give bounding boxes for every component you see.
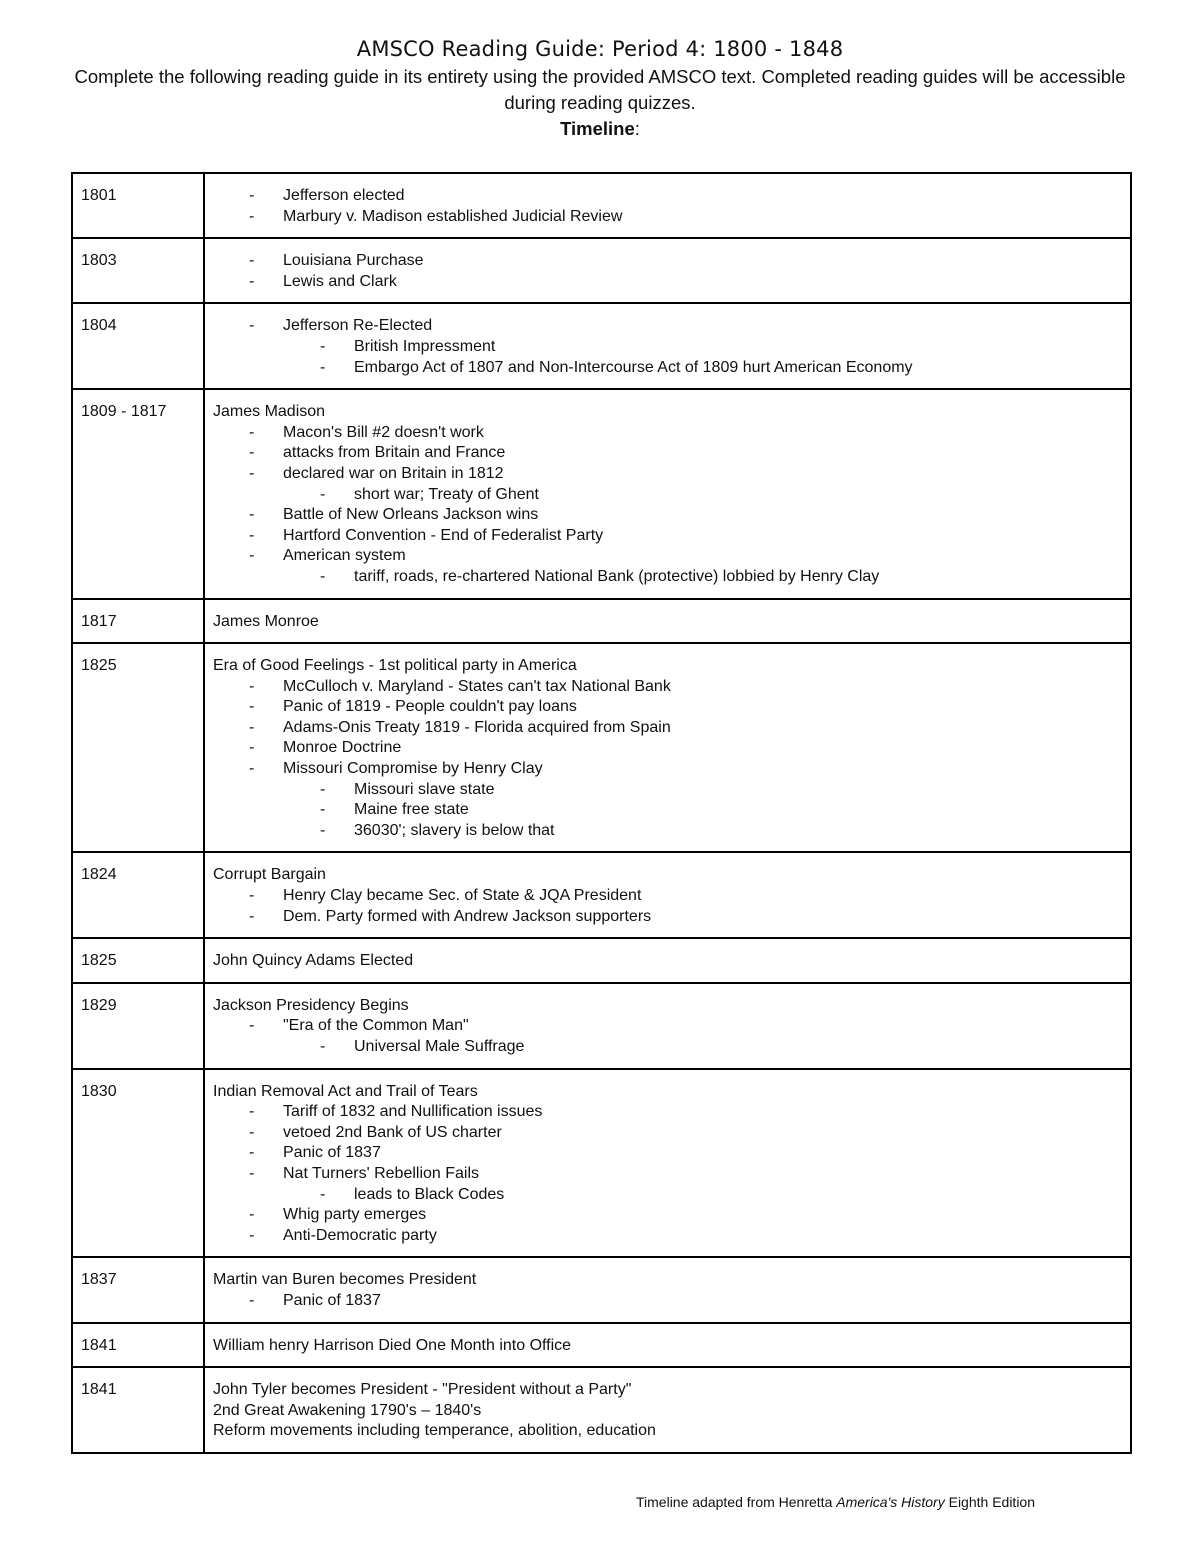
footer-prefix: Timeline adapted from Henretta: [636, 1494, 837, 1510]
bullet-text: short war; Treaty of Ghent: [354, 485, 539, 503]
bullet-text: "Era of the Common Man": [283, 1017, 469, 1035]
bullet-item: [213, 759, 1122, 780]
bullet-text: Jefferson Re-Elected: [283, 317, 433, 335]
sub-bullet-item: [213, 800, 1122, 821]
bullet-item: [213, 1143, 1122, 1164]
bullet-item: [213, 677, 1122, 698]
bullet-item: [213, 443, 1122, 464]
timeline-row: [72, 1367, 1131, 1453]
dash-bullet-icon: -: [320, 1038, 326, 1055]
bullet-text: Anti-Democratic party: [283, 1226, 437, 1244]
timeline-events: [204, 1257, 1131, 1322]
bullet-item: [213, 1205, 1122, 1226]
dash-bullet-icon: -: [320, 358, 326, 376]
timeline-year: 1817: [72, 599, 204, 644]
sub-bullet-item: [213, 821, 1122, 842]
dash-bullet-icon: -: [249, 444, 255, 462]
timeline-events: [204, 303, 1131, 389]
timeline-events: [204, 389, 1131, 598]
dash-bullet-icon: -: [249, 1017, 255, 1035]
event-heading: James Monroe: [213, 612, 319, 630]
bullet-text: Marbury v. Madison established Judicial Review: [283, 207, 623, 225]
event-heading: Era of Good Feelings - 1st political party in America: [213, 657, 577, 675]
bullet-text: Maine free state: [354, 801, 469, 819]
bullet-item: [213, 546, 1122, 567]
document-header: [0, 34, 1200, 142]
timeline-body: [72, 173, 1131, 1453]
timeline-row: [72, 852, 1131, 938]
dash-bullet-icon: -: [249, 718, 255, 736]
bullet-text: British Impressment: [354, 337, 496, 355]
bullet-text: Adams-Onis Treaty 1819 - Florida acquired from Spain: [283, 718, 671, 736]
instructions-text: Complete the following reading guide in its entirety using the provided AMSCO text. Completed reading guides will be accessible during reading quizzes.: [74, 66, 1126, 113]
timeline-year: 1841: [72, 1367, 204, 1453]
bullet-text: Whig party emerges: [283, 1206, 427, 1224]
dash-bullet-icon: -: [320, 780, 326, 798]
timeline-events: [204, 173, 1131, 238]
dash-bullet-icon: -: [249, 698, 255, 716]
bullet-item: [213, 1164, 1122, 1185]
bullet-text: attacks from Britain and France: [283, 444, 506, 462]
dash-bullet-icon: -: [249, 1103, 255, 1121]
dash-bullet-icon: -: [249, 464, 255, 482]
dash-bullet-icon: -: [249, 677, 255, 695]
timeline-row: [72, 389, 1131, 598]
bullet-item: [213, 1123, 1122, 1144]
timeline-year: 1801: [72, 173, 204, 238]
timeline-events: [204, 599, 1131, 644]
bullet-text: Macon's Bill #2 doesn't work: [283, 423, 484, 441]
dash-bullet-icon: -: [249, 739, 255, 757]
footer-credit: [636, 1494, 1035, 1510]
timeline-row: [72, 1323, 1131, 1368]
dash-bullet-icon: -: [320, 1185, 326, 1203]
dash-bullet-icon: -: [249, 760, 255, 778]
dash-bullet-icon: -: [320, 821, 326, 839]
bullet-item: [213, 423, 1122, 444]
bullet-text: Missouri Compromise by Henry Clay: [283, 760, 543, 778]
timeline-events: [204, 852, 1131, 938]
dash-bullet-icon: -: [249, 423, 255, 441]
bullet-text: Lewis and Clark: [283, 272, 397, 290]
timeline-row: [72, 643, 1131, 852]
dash-bullet-icon: -: [249, 207, 255, 225]
event-line: Reform movements including temperance, abolition, education: [213, 1422, 656, 1440]
bullet-text: McCulloch v. Maryland - States can't tax National Bank: [283, 677, 671, 695]
sub-bullet-item: [213, 358, 1122, 379]
timeline-row: [72, 303, 1131, 389]
timeline-events: [204, 1069, 1131, 1258]
bullet-text: Battle of New Orleans Jackson wins: [283, 506, 539, 524]
timeline-row: [72, 238, 1131, 303]
timeline-row: [72, 599, 1131, 644]
bullet-item: [213, 1102, 1122, 1123]
bullet-text: Missouri slave state: [354, 780, 495, 798]
bullet-text: Nat Turners' Rebellion Fails: [283, 1164, 480, 1182]
bullet-text: declared war on Britain in 1812: [283, 464, 504, 482]
bullet-item: [213, 1016, 1122, 1037]
dash-bullet-icon: -: [249, 187, 255, 204]
bullet-item: [213, 505, 1122, 526]
event-heading: Indian Removal Act and Trail of Tears: [213, 1082, 478, 1100]
bullet-text: Henry Clay became Sec. of State & JQA President: [283, 887, 642, 905]
dash-bullet-icon: -: [249, 506, 255, 524]
sub-bullet-item: [213, 337, 1122, 358]
bullet-item: [213, 251, 1122, 272]
bullet-item: [213, 1226, 1122, 1247]
timeline-row: [72, 938, 1131, 983]
bullet-text: Panic of 1837: [283, 1144, 381, 1162]
bullet-text: Louisiana Purchase: [283, 252, 424, 270]
bullet-text: Tariff of 1832 and Nullification issues: [283, 1103, 543, 1121]
bullet-text: tariff, roads, re-chartered National Bank (protective) lobbied by Henry Clay: [354, 567, 880, 585]
bullet-text: leads to Black Codes: [354, 1185, 505, 1203]
timeline-table: [71, 172, 1132, 1454]
timeline-year: 1809 - 1817: [72, 389, 204, 598]
sub-bullet-item: [213, 567, 1122, 588]
timeline-events: [204, 1323, 1131, 1368]
event-heading: Martin van Buren becomes President: [213, 1271, 477, 1289]
bullet-text: Hartford Convention - End of Federalist Party: [283, 526, 604, 544]
bullet-item: [213, 718, 1122, 739]
page-title: AMSCO Reading Guide: Period 4: 1800 - 1848: [356, 37, 844, 61]
sub-bullet-item: [213, 1037, 1122, 1058]
dash-bullet-icon: -: [249, 1144, 255, 1162]
event-line: John Tyler becomes President - "President without a Party": [213, 1381, 632, 1399]
bullet-text: Monroe Doctrine: [283, 739, 402, 757]
timeline-heading: [0, 116, 1200, 142]
bullet-text: Jefferson elected: [283, 187, 405, 204]
dash-bullet-icon: -: [320, 337, 326, 355]
dash-bullet-icon: -: [249, 1226, 255, 1244]
bullet-text: Panic of 1819 - People couldn't pay loans: [283, 698, 577, 716]
footer-book-title: America's History: [836, 1494, 945, 1510]
timeline-events: [204, 1367, 1131, 1453]
timeline-year: 1803: [72, 238, 204, 303]
event-heading: Corrupt Bargain: [213, 866, 326, 884]
bullet-item: [213, 907, 1122, 928]
event-heading: James Madison: [213, 403, 326, 421]
bullet-text: Embargo Act of 1807 and Non-Intercourse Act of 1809 hurt American Economy: [354, 358, 913, 376]
event-heading: Jackson Presidency Begins: [213, 996, 409, 1014]
timeline-year: 1837: [72, 1257, 204, 1322]
timeline-row: [72, 1069, 1131, 1258]
timeline-events: [204, 938, 1131, 983]
sub-bullet-item: [213, 780, 1122, 801]
timeline-colon: :: [634, 118, 640, 139]
bullet-item: [213, 738, 1122, 759]
timeline-year: 1804: [72, 303, 204, 389]
dash-bullet-icon: -: [320, 801, 326, 819]
timeline-row: [72, 1257, 1131, 1322]
bullet-item: [213, 186, 1122, 207]
dash-bullet-icon: -: [249, 1164, 255, 1182]
sub-bullet-item: [213, 485, 1122, 506]
dash-bullet-icon: -: [249, 272, 255, 290]
dash-bullet-icon: -: [320, 567, 326, 585]
dash-bullet-icon: -: [249, 1123, 255, 1141]
timeline-events: [204, 238, 1131, 303]
bullet-text: Panic of 1837: [283, 1291, 381, 1309]
timeline-year: 1830: [72, 1069, 204, 1258]
dash-bullet-icon: -: [249, 1206, 255, 1224]
timeline-year: 1825: [72, 643, 204, 852]
bullet-text: American system: [283, 547, 406, 565]
bullet-item: [213, 464, 1122, 485]
timeline-year: 1825: [72, 938, 204, 983]
dash-bullet-icon: -: [249, 526, 255, 544]
bullet-item: [213, 272, 1122, 293]
bullet-text: Universal Male Suffrage: [354, 1038, 525, 1055]
bullet-item: [213, 316, 1122, 337]
timeline-year: 1824: [72, 852, 204, 938]
bullet-text: vetoed 2nd Bank of US charter: [283, 1123, 502, 1141]
event-line: 2nd Great Awakening 1790's – 1840's: [213, 1401, 482, 1419]
timeline-year: 1841: [72, 1323, 204, 1368]
timeline-year: 1829: [72, 983, 204, 1069]
dash-bullet-icon: -: [320, 485, 326, 503]
bullet-item: [213, 207, 1122, 228]
bullet-item: [213, 697, 1122, 718]
timeline-label: Timeline: [560, 118, 635, 139]
dash-bullet-icon: -: [249, 887, 255, 905]
dash-bullet-icon: -: [249, 1291, 255, 1309]
timeline-events: [204, 643, 1131, 852]
event-heading: William henry Harrison Died One Month into Office: [213, 1336, 572, 1354]
bullet-text: 36030'; slavery is below that: [354, 821, 555, 839]
sub-bullet-item: [213, 1185, 1122, 1206]
dash-bullet-icon: -: [249, 317, 255, 335]
dash-bullet-icon: -: [249, 547, 255, 565]
dash-bullet-icon: -: [249, 252, 255, 270]
dash-bullet-icon: -: [249, 907, 255, 925]
timeline-events: [204, 983, 1131, 1069]
timeline-row: [72, 983, 1131, 1069]
footer-suffix: Eighth Edition: [944, 1494, 1036, 1510]
bullet-item: [213, 886, 1122, 907]
timeline-row: [72, 173, 1131, 238]
event-heading: John Quincy Adams Elected: [213, 952, 414, 970]
bullet-item: [213, 526, 1122, 547]
bullet-text: Dem. Party formed with Andrew Jackson supporters: [283, 907, 652, 925]
bullet-item: [213, 1291, 1122, 1312]
